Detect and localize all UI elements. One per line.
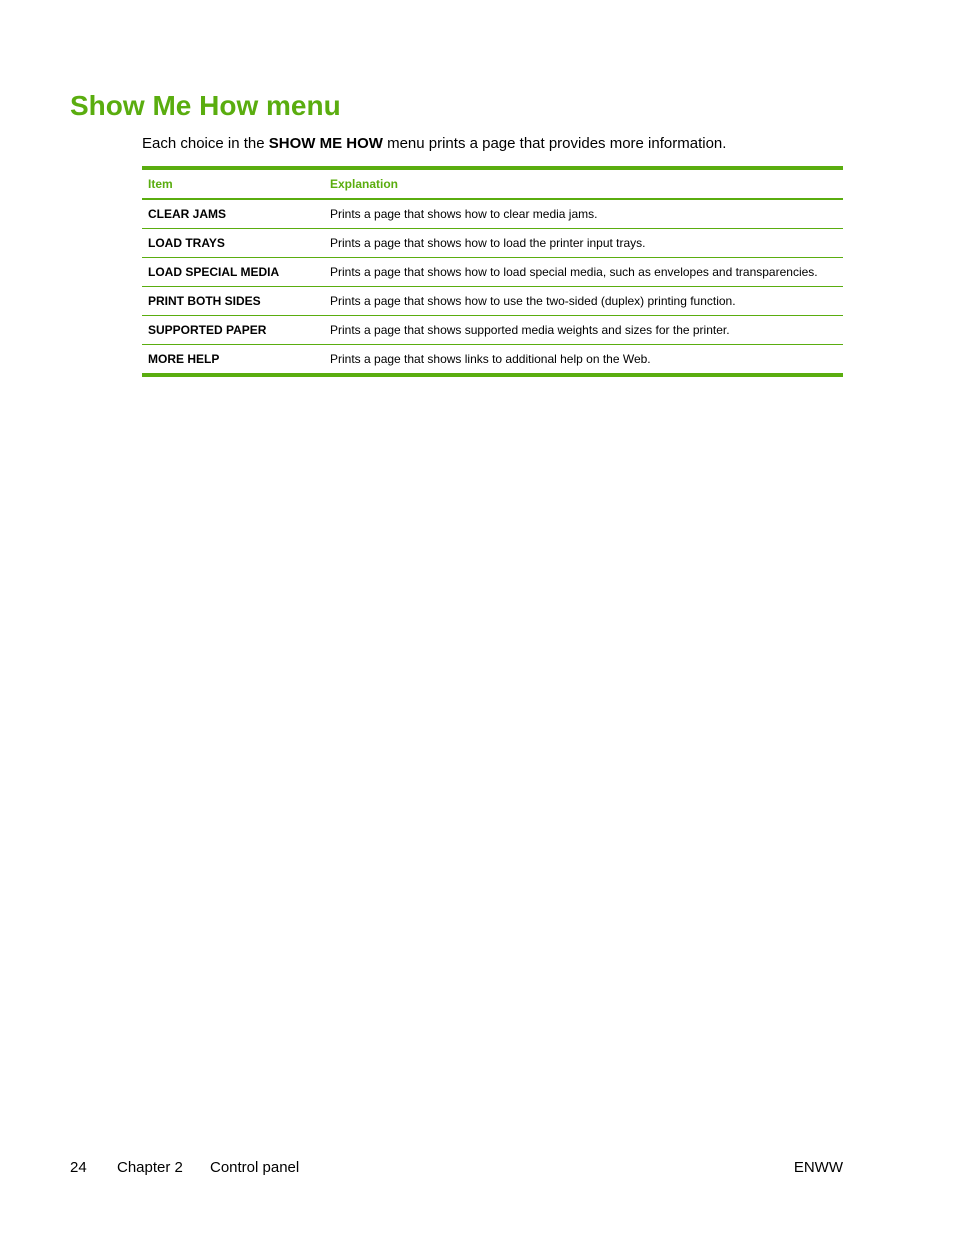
- row-item: LOAD TRAYS: [142, 229, 324, 258]
- row-explanation: Prints a page that shows how to use the two-sided (duplex) printing function.: [324, 287, 843, 316]
- table-row: [142, 316, 843, 345]
- row-item: CLEAR JAMS: [142, 199, 324, 229]
- footer-page-number: 24: [70, 1159, 87, 1176]
- row-item: SUPPORTED PAPER: [142, 316, 324, 345]
- row-item: PRINT BOTH SIDES: [142, 287, 324, 316]
- intro-paragraph: [142, 134, 726, 154]
- show-me-how-table: [142, 166, 843, 377]
- intro-text-before: Each choice in the: [142, 135, 269, 152]
- row-item: LOAD SPECIAL MEDIA: [142, 258, 324, 287]
- page-title: Show Me How menu: [70, 90, 341, 121]
- table-header: [142, 168, 843, 199]
- footer-doc-code: ENWW: [793, 1159, 843, 1176]
- row-explanation: Prints a page that shows how to load the printer input trays.: [324, 229, 843, 258]
- row-explanation: Prints a page that shows how to clear media jams.: [324, 199, 843, 229]
- row-explanation: Prints a page that shows links to additional help on the Web.: [324, 345, 843, 376]
- table-row: [142, 199, 843, 229]
- table-row: [142, 287, 843, 316]
- table-header-row: [142, 168, 843, 199]
- intro-menu-name: SHOW ME HOW: [268, 135, 383, 152]
- row-item: MORE HELP: [142, 345, 324, 376]
- table-body: [142, 199, 843, 375]
- table-row: [142, 229, 843, 258]
- row-explanation: Prints a page that shows supported media weights and sizes for the printer.: [324, 316, 843, 345]
- header-item: Item: [148, 177, 173, 191]
- table-row: [142, 258, 843, 287]
- intro-text-after: menu prints a page that provides more information.: [382, 135, 727, 152]
- table-row: [142, 345, 843, 376]
- row-explanation: Prints a page that shows how to load special media, such as envelopes and transparencies.: [324, 258, 843, 287]
- header-explanation: Explanation: [330, 177, 399, 191]
- footer-section: Control panel: [210, 1159, 300, 1176]
- footer-chapter: Chapter 2: [117, 1159, 183, 1176]
